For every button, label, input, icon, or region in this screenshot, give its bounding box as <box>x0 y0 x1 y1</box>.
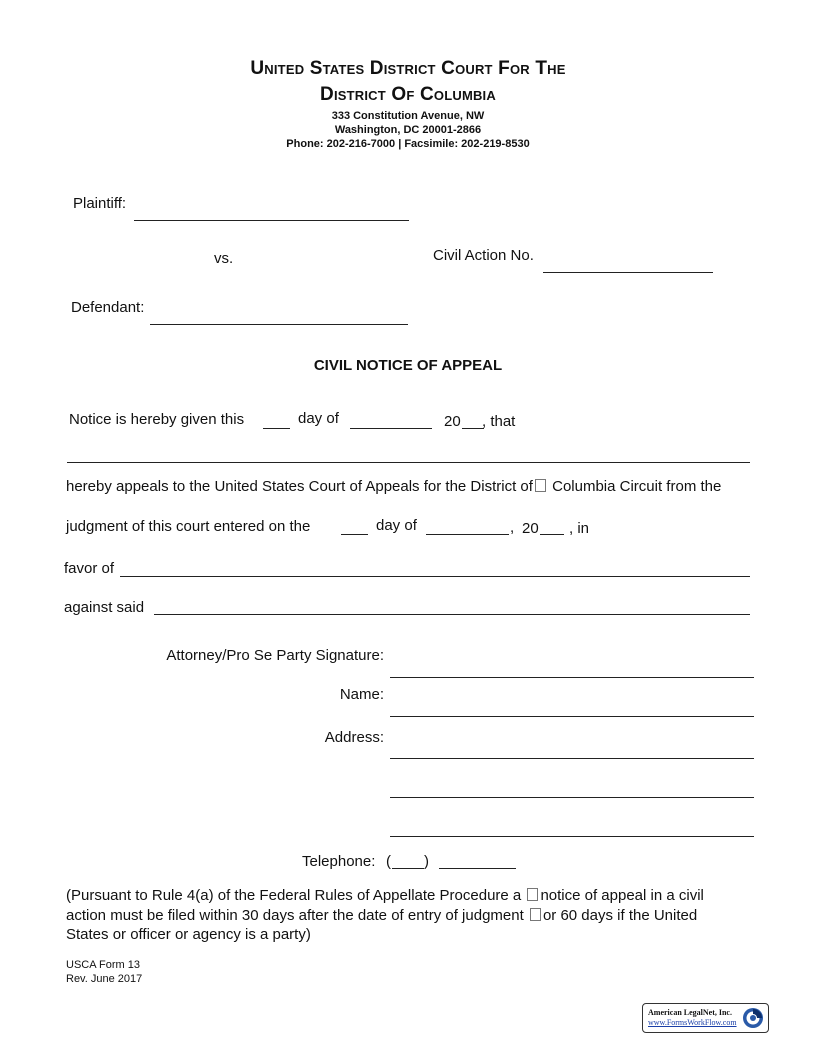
telephone-number-field[interactable] <box>439 868 516 869</box>
plaintiff-label: Plaintiff: <box>73 195 127 212</box>
notice-year-suffix: , that <box>482 413 516 430</box>
notice-year-field[interactable] <box>462 428 484 429</box>
checkbox-glyph-icon <box>535 479 546 492</box>
checkbox-glyph-icon <box>530 908 541 921</box>
favor-of-field[interactable] <box>120 576 750 577</box>
against-said-field[interactable] <box>154 614 750 615</box>
logo-url: www.FormsWorkFlow.com <box>648 1018 737 1027</box>
address-field-2[interactable] <box>390 797 754 798</box>
form-number: USCA Form 13 <box>66 959 140 971</box>
defendant-label: Defendant: <box>71 299 145 316</box>
rule-note-part5: States or officer or agency is a party) <box>66 926 311 943</box>
appellant-field[interactable] <box>67 462 750 463</box>
checkbox-glyph-icon <box>527 888 538 901</box>
notice-day-field[interactable] <box>263 428 290 429</box>
civil-action-label: Civil Action No. <box>433 247 534 264</box>
judgment-year-prefix: 20 <box>522 520 539 537</box>
appeals-text <box>66 478 721 495</box>
notice-day-of: day of <box>298 410 339 427</box>
court-name-line2: District Of Columbia <box>320 84 496 105</box>
defendant-field[interactable] <box>150 324 408 325</box>
plaintiff-field[interactable] <box>134 220 409 221</box>
notice-given-prefix: Notice is hereby given this <box>69 411 245 428</box>
judgment-suffix: , in <box>569 520 590 537</box>
rule-note-part1: (Pursuant to Rule 4(a) of the Federal Rules of Appellate Procedure a <box>66 887 522 904</box>
rule-note <box>66 886 766 945</box>
civil-action-field[interactable] <box>543 272 713 273</box>
vs-label: vs. <box>214 250 234 267</box>
appeals-suffix: Columbia Circuit from the <box>552 478 722 495</box>
telephone-open-paren: ( <box>386 853 391 870</box>
judgment-year-sep: , <box>510 519 515 536</box>
globe-icon <box>741 1006 765 1030</box>
signature-field[interactable] <box>390 677 754 678</box>
rule-note-part3: action must be filed within 30 days after the date of entry of judgment <box>66 906 524 924</box>
form-title: CIVIL NOTICE OF APPEAL <box>313 357 503 374</box>
form-revision: Rev. June 2017 <box>66 973 143 985</box>
telephone-label: Telephone: <box>302 853 376 870</box>
telephone-close-paren: ) <box>424 853 429 870</box>
signature-label: Attorney/Pro Se Party Signature: <box>166 647 384 664</box>
judgment-year-field[interactable] <box>540 534 564 535</box>
judgment-month-field[interactable] <box>426 534 509 535</box>
court-city: Washington, DC 20001-2866 <box>334 124 482 136</box>
judgment-day-field[interactable] <box>341 534 368 535</box>
name-label: Name: <box>339 686 384 703</box>
rule-note-part4: or 60 days if the United <box>542 906 698 924</box>
address-label: Address: <box>324 729 384 746</box>
judgment-prefix: judgment of this court entered on the <box>66 518 311 535</box>
court-address: 333 Constitution Avenue, NW <box>331 110 485 122</box>
court-name-line1: United States District Court For The <box>250 58 566 79</box>
address-field-3[interactable] <box>390 836 754 837</box>
favor-of-label: favor of <box>64 560 115 577</box>
name-field[interactable] <box>390 716 754 717</box>
court-contact: Phone: 202-216-7000 | Facsimile: 202-219-8530 <box>286 138 530 150</box>
notice-year-prefix: 20 <box>444 413 461 430</box>
logo-company-name: American LegalNet, Inc. <box>648 1008 732 1017</box>
american-legalnet-logo[interactable] <box>642 1003 769 1033</box>
rule-note-part2: notice of appeal in a civil <box>540 887 704 904</box>
address-field-1[interactable] <box>390 758 754 759</box>
telephone-area-code-field[interactable] <box>392 868 424 869</box>
against-said-label: against said <box>64 599 145 616</box>
judgment-day-of: day of <box>376 517 417 534</box>
notice-month-field[interactable] <box>350 428 432 429</box>
appeals-prefix: hereby appeals to the United States Court of Appeals for the District of <box>66 478 533 495</box>
